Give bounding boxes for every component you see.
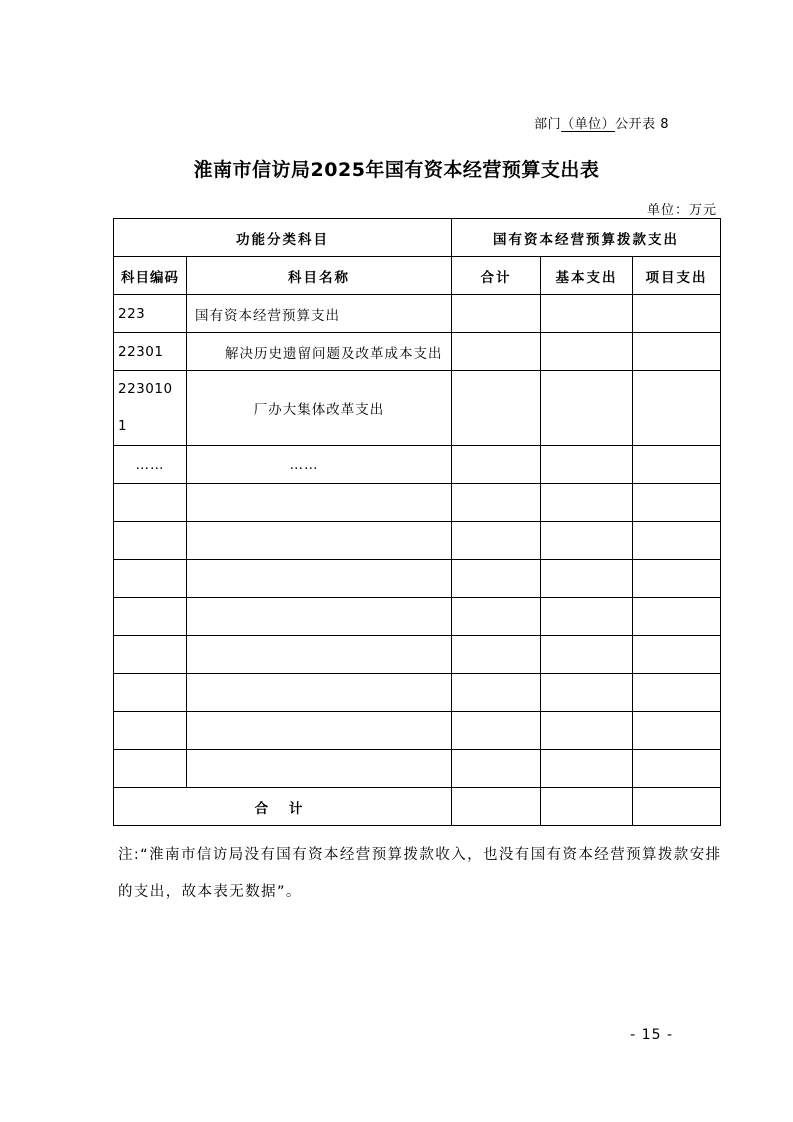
row-project-cell — [633, 333, 721, 371]
page-tag-suffix: 公开表 8 — [615, 117, 669, 132]
page-title: 淮南市信访局2025年国有资本经营预算支出表 — [193, 159, 600, 181]
page-tag — [534, 113, 669, 132]
unit-label: 单位：万元 — [646, 203, 717, 218]
table-row — [114, 446, 721, 484]
row-basic-cell — [541, 295, 633, 333]
group-header-function: 功能分类科目 — [114, 219, 452, 257]
total-basic-cell — [541, 788, 633, 826]
empty-row — [114, 522, 721, 560]
row-name: …… — [187, 446, 452, 484]
col-header-basic: 基本支出 — [541, 257, 633, 295]
row-project-cell — [633, 446, 721, 484]
column-header-row — [114, 257, 721, 295]
total-label: 合 计 — [114, 788, 452, 826]
empty-row — [114, 484, 721, 522]
empty-row — [114, 560, 721, 598]
empty-row — [114, 674, 721, 712]
group-header-row — [114, 219, 721, 257]
table-row — [114, 371, 721, 446]
footnote: 注:“淮南市信访局没有国有资本经营预算拨款收入，也没有国有资本经营预算拨款安排的支出，故本表无数据”。 — [118, 847, 722, 900]
row-basic-cell — [541, 333, 633, 371]
col-header-code: 科目编码 — [114, 257, 187, 295]
row-basic-cell — [541, 371, 633, 446]
group-header-appropriation: 国有资本经营预算拨款支出 — [452, 219, 721, 257]
total-project-cell — [633, 788, 721, 826]
row-project-cell — [633, 371, 721, 446]
total-row — [114, 788, 721, 826]
table-row — [114, 333, 721, 371]
row-code — [114, 371, 187, 446]
empty-row — [114, 750, 721, 788]
col-header-name: 科目名称 — [187, 257, 452, 295]
page-number: - 15 - — [630, 1027, 673, 1043]
row-name: 国有资本经营预算支出 — [187, 295, 452, 333]
empty-row — [114, 598, 721, 636]
row-total-cell — [452, 295, 541, 333]
page-tag-prefix: 部门 — [534, 117, 562, 132]
total-sum-cell — [452, 788, 541, 826]
empty-row — [114, 636, 721, 674]
budget-table — [113, 218, 721, 826]
row-code-line2: 1 — [118, 418, 128, 434]
col-header-total: 合计 — [452, 257, 541, 295]
row-code: 223 — [114, 295, 187, 333]
row-code: …… — [114, 446, 187, 484]
page-tag-unit: （单位） — [561, 117, 616, 132]
row-project-cell — [633, 295, 721, 333]
row-total-cell — [452, 446, 541, 484]
row-total-cell — [452, 371, 541, 446]
col-header-project: 项目支出 — [633, 257, 721, 295]
row-code: 22301 — [114, 333, 187, 371]
empty-row — [114, 712, 721, 750]
row-code-line1: 223010 — [118, 381, 173, 397]
row-total-cell — [452, 333, 541, 371]
table-row — [114, 295, 721, 333]
row-basic-cell — [541, 446, 633, 484]
row-name: 解决历史遗留问题及改革成本支出 — [187, 333, 452, 371]
row-name: 厂办大集体改革支出 — [187, 371, 452, 446]
